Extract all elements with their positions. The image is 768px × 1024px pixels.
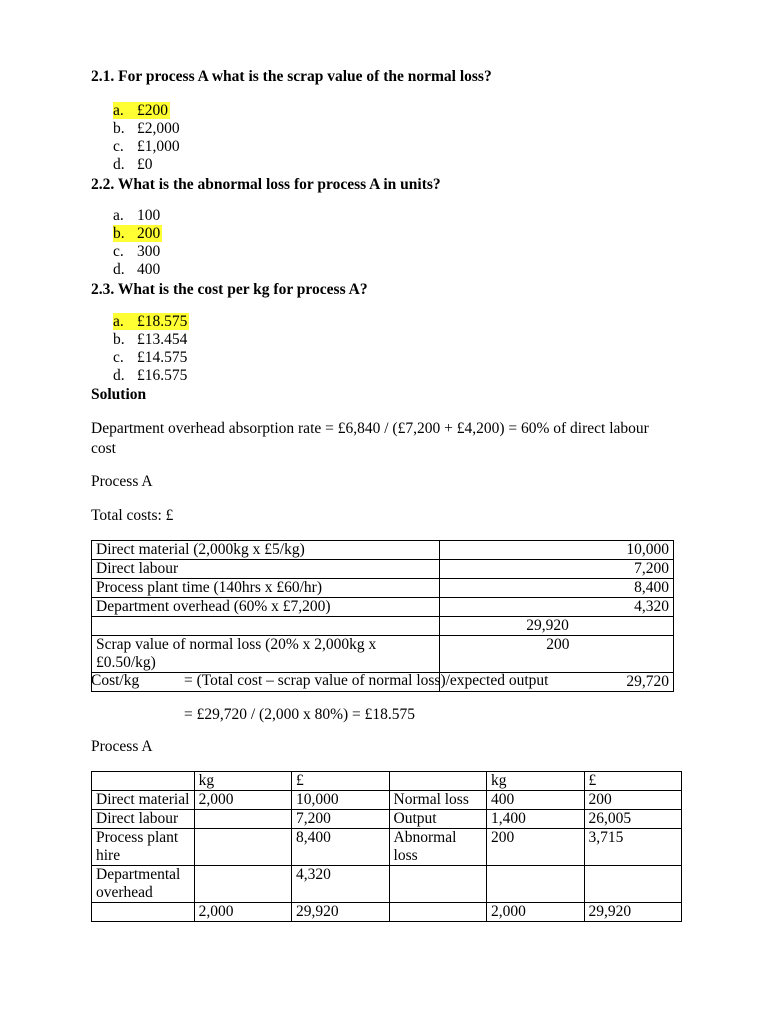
q3-option-a bbox=[113, 313, 189, 331]
cost-kg-formula: = (Total cost – scrap value of normal loss)/expected output bbox=[184, 672, 549, 689]
q2-option-d: d. 400 bbox=[113, 261, 161, 278]
table-row: Department overhead (60% x £7,200) 4,320 bbox=[92, 598, 674, 617]
q1-option-b: b. £2,000 bbox=[113, 120, 180, 137]
table-row: Direct labour 7,200 Output 1,400 26,005 bbox=[92, 810, 682, 829]
question-2-1-title: 2.1. For process A what is the scrap value of the normal loss? bbox=[91, 68, 492, 85]
answer-highlight: a. £18.575 bbox=[113, 313, 188, 330]
table-row: Direct material 2,000 10,000 Normal loss 400 200 bbox=[92, 791, 682, 810]
question-2-3-title: 2.3. What is the cost per kg for process A? bbox=[91, 281, 368, 298]
answer-highlight: b. 200 bbox=[113, 225, 161, 242]
q2-option-a: a. 100 bbox=[113, 207, 161, 224]
process-a-account-heading: Process A bbox=[91, 738, 153, 755]
cost-kg-result: = £29,720 / (2,000 x 80%) = £18.575 bbox=[184, 706, 416, 723]
table-row: 29,720 bbox=[92, 673, 674, 692]
table-row: Process plant hire 8,400 Abnormal loss 200 3,715 bbox=[92, 829, 682, 866]
table-row: Process plant time (140hrs x £60/hr) 8,400 bbox=[92, 579, 674, 598]
answer-highlight: a. £200 bbox=[113, 102, 168, 119]
absorption-rate-line: Department overhead absorption rate = £6,840 / (£7,200 + £4,200) = 60% of direct labour bbox=[91, 420, 649, 437]
table-header-row: kg £ kg £ bbox=[92, 772, 682, 791]
question-2-2-title: 2.2. What is the abnormal loss for process A in units? bbox=[91, 176, 441, 193]
table-row: 29,920 bbox=[92, 617, 674, 636]
q1-option-d: d. £0 bbox=[113, 156, 153, 173]
q3-option-c: c. £14.575 bbox=[113, 349, 188, 366]
q3-option-d: d. £16.575 bbox=[113, 367, 188, 384]
table-row: Direct labour 7,200 bbox=[92, 560, 674, 579]
total-costs-table bbox=[91, 540, 674, 692]
q2-option-c: c. 300 bbox=[113, 243, 161, 260]
absorption-rate-line-cont: cost bbox=[91, 440, 116, 457]
q1-option-c: c. £1,000 bbox=[113, 138, 180, 155]
process-account-table bbox=[91, 771, 682, 922]
cost-kg-label: Cost/kg bbox=[91, 672, 140, 689]
q2-option-b bbox=[113, 225, 162, 243]
process-a-heading: Process A bbox=[91, 473, 153, 490]
table-row: Departmental overhead 4,320 bbox=[92, 866, 682, 903]
solution-heading: Solution bbox=[91, 386, 147, 403]
total-costs-label: Total costs: £ bbox=[91, 507, 174, 524]
q1-option-a bbox=[113, 102, 170, 120]
table-row: Direct material (2,000kg x £5/kg) 10,000 bbox=[92, 541, 674, 560]
q3-option-b: b. £13.454 bbox=[113, 331, 188, 348]
table-total-row: 2,000 29,920 2,000 29,920 bbox=[92, 903, 682, 922]
table-row: Scrap value of normal loss (20% x 2,000kg x £0.50/kg) 200 bbox=[92, 636, 674, 673]
